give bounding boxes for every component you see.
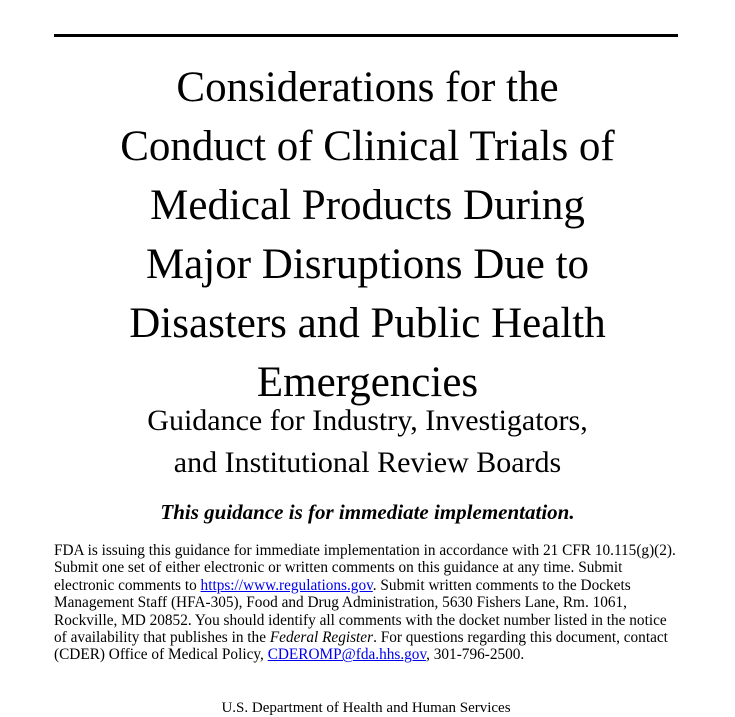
federal-register-text: Federal Register — [269, 629, 374, 647]
document-title: Considerations for the Conduct of Clinical Trials of Medical Products During Major Disruptions Due to Disasters and Public Health Emergencies — [120, 64, 615, 406]
email-link[interactable]: CDEROMP@fda.hhs.gov — [267, 646, 427, 664]
intro-paragraph — [54, 542, 678, 664]
intro-text-part-4: , 301-796-2500. — [426, 646, 525, 664]
regulations-link[interactable]: https://www.regulations.gov — [200, 576, 373, 594]
implementation-note: This guidance is for immediate implementation. — [160, 500, 575, 524]
document-subtitle: Guidance for Industry, Investigators, and Institutional Review Boards — [147, 404, 588, 479]
intro-text-part-3: . For questions regarding this document, contact (CDER) Office of Medical Policy, — [54, 629, 668, 664]
cutoff-department-line: U.S. Department of Health and Human Services — [221, 700, 511, 716]
intro-text-part-1: FDA is issuing this guidance for immediate implementation in accordance with 21 CFR 10.115(g)(2). Submit one set of either electronic or written comments on this guidance at any time. Submit electronic comments to — [54, 542, 676, 594]
top-rule — [54, 34, 678, 37]
intro-text-part-2: . Submit written comments to the Dockets Management Staff (HFA-305), Food and Drug Administration, 5630 Fishers Lane, Rm. 1061, Rockville, MD 20852. You should identify all comments with the docket number listed in the notice of availability that publishes in the — [54, 576, 667, 647]
